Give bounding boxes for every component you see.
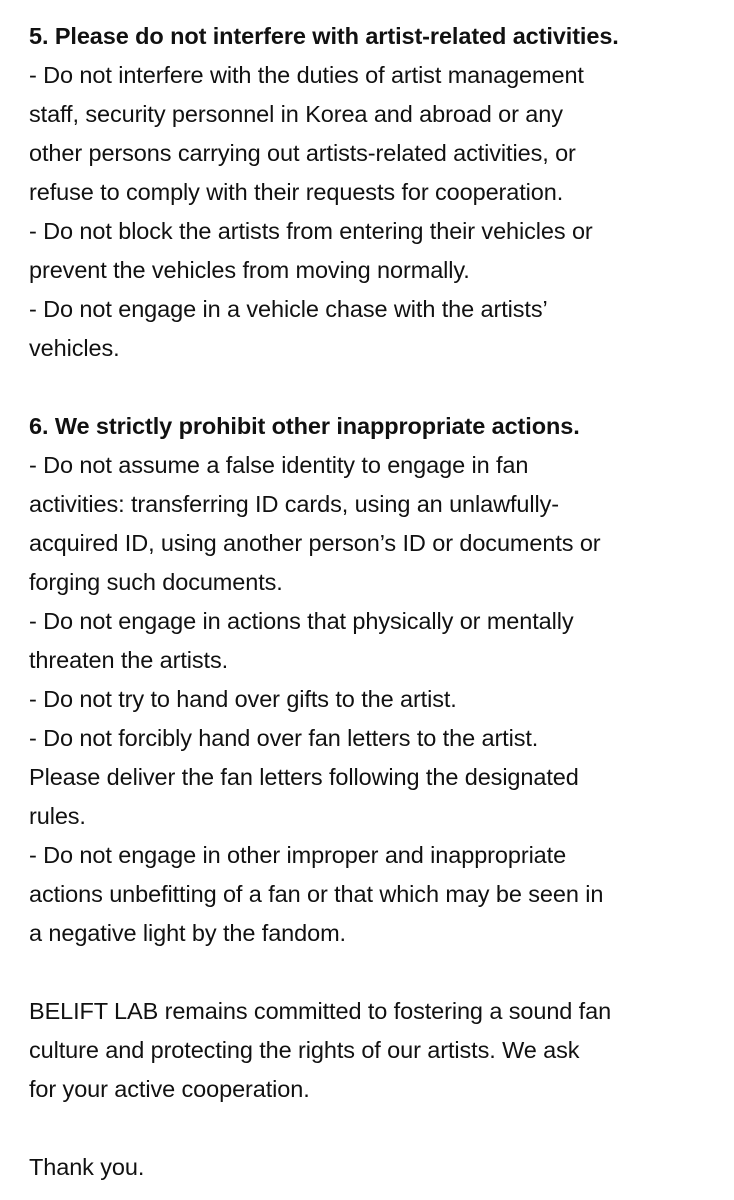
section-5-line: - Do not interfere with the duties of artist management bbox=[29, 62, 584, 88]
section-6 bbox=[29, 407, 719, 953]
section-6-line: rules. bbox=[29, 803, 86, 829]
section-6-line: a negative light by the fandom. bbox=[29, 920, 346, 946]
closing-line: for your active cooperation. bbox=[29, 1076, 310, 1102]
section-6-line: forging such documents. bbox=[29, 569, 283, 595]
section-6-line: actions unbefitting of a fan or that which may be seen in bbox=[29, 881, 604, 907]
paragraph-spacer bbox=[29, 953, 719, 992]
closing-paragraph bbox=[29, 992, 719, 1109]
paragraph-spacer bbox=[29, 1109, 719, 1148]
notice-document bbox=[29, 17, 719, 1187]
section-6-line: - Do not try to hand over gifts to the artist. bbox=[29, 686, 457, 712]
section-6-line: - Do not engage in other improper and inappropriate bbox=[29, 842, 567, 868]
section-6-line: - Do not forcibly hand over fan letters to the artist. bbox=[29, 725, 539, 751]
section-6-line: threaten the artists. bbox=[29, 647, 229, 673]
section-5-line: - Do not block the artists from entering their vehicles or bbox=[29, 218, 593, 244]
section-5 bbox=[29, 17, 719, 368]
section-6-line: - Do not assume a false identity to engage in fan bbox=[29, 452, 529, 478]
paragraph-spacer bbox=[29, 368, 719, 407]
section-5-line: prevent the vehicles from moving normally. bbox=[29, 257, 470, 283]
section-5-line: refuse to comply with their requests for cooperation. bbox=[29, 179, 564, 205]
closing-line: BELIFT LAB remains committed to fostering a sound fan bbox=[29, 998, 612, 1024]
section-6-line: acquired ID, using another person’s ID or documents or bbox=[29, 530, 601, 556]
section-6-line: Please deliver the fan letters following the designated bbox=[29, 764, 579, 790]
closing-line: culture and protecting the rights of our artists. We ask bbox=[29, 1037, 580, 1063]
section-5-line: - Do not engage in a vehicle chase with the artists’ bbox=[29, 296, 548, 322]
section-5-heading: 5. Please do not interfere with artist-related activities. bbox=[29, 23, 619, 49]
section-5-line: staff, security personnel in Korea and abroad or any bbox=[29, 101, 563, 127]
section-5-line: other persons carrying out artists-related activities, or bbox=[29, 140, 576, 166]
section-6-line: - Do not engage in actions that physically or mentally bbox=[29, 608, 574, 634]
section-5-line: vehicles. bbox=[29, 335, 120, 361]
section-6-line: activities: transferring ID cards, using an unlawfully- bbox=[29, 491, 559, 517]
signoff-text: Thank you. bbox=[29, 1154, 145, 1180]
section-6-heading: 6. We strictly prohibit other inappropriate actions. bbox=[29, 413, 580, 439]
